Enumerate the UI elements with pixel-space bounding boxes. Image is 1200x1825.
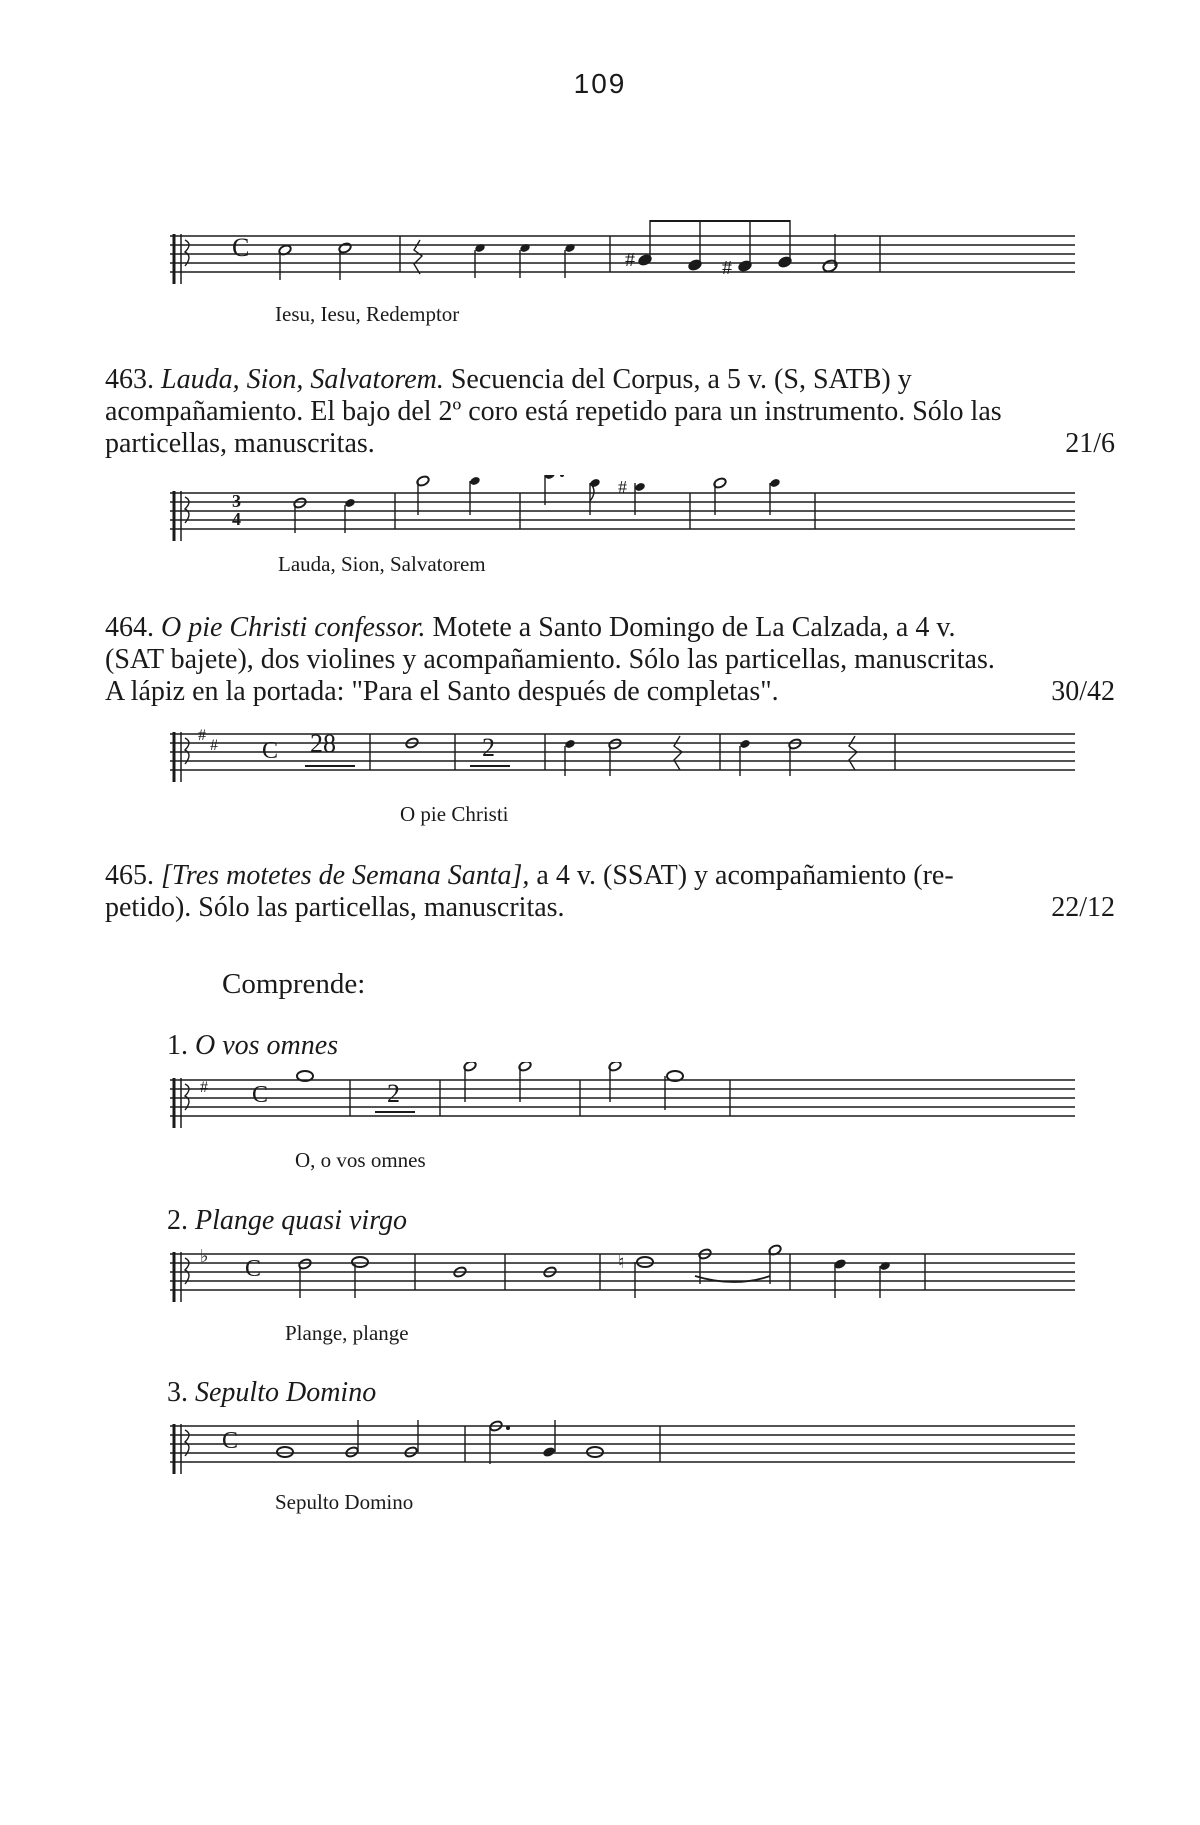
entry-line bbox=[105, 612, 1115, 644]
svg-text:3: 3 bbox=[232, 491, 241, 511]
svg-text:C: C bbox=[245, 1256, 262, 1282]
music-staff-o-vos-omnes bbox=[0, 1062, 1200, 1152]
svg-text:#: # bbox=[200, 1079, 208, 1096]
entry-line bbox=[105, 676, 1115, 708]
entry-number: 465. bbox=[105, 860, 154, 891]
incipit-text: Plange, plange bbox=[285, 1321, 409, 1345]
svg-text:#: # bbox=[625, 249, 635, 271]
catalog-entry-465 bbox=[105, 860, 1115, 924]
svg-text:#: # bbox=[198, 727, 206, 744]
svg-text:♭: ♭ bbox=[200, 1246, 209, 1266]
entry-line bbox=[105, 364, 1115, 396]
comprende-heading: Comprende: bbox=[222, 968, 366, 1000]
music-staff-plange bbox=[0, 1240, 1200, 1330]
entry-number: 463. bbox=[105, 364, 154, 395]
svg-text:♮: ♮ bbox=[618, 1252, 625, 1272]
sub-item-3 bbox=[167, 1377, 376, 1409]
entry-line bbox=[105, 892, 1115, 924]
entry-title: Lauda, Sion, Salvatorem. bbox=[161, 364, 444, 395]
entry-title: [Tres motetes de Semana Santa], bbox=[161, 860, 530, 891]
entry-description: A lápiz en la portada: "Para el Santo después de completas". bbox=[105, 676, 779, 707]
sub-item-title: Plange quasi virgo bbox=[195, 1205, 408, 1236]
page-number: 109 bbox=[573, 68, 627, 99]
svg-text:#: # bbox=[722, 257, 732, 279]
music-staff-iesu bbox=[0, 220, 1200, 330]
sub-item-2 bbox=[167, 1205, 407, 1237]
svg-text:C: C bbox=[232, 233, 250, 262]
entry-line bbox=[105, 428, 1115, 460]
entry-line: (SAT bajete), dos violines y acompañamiento. Sólo las particellas, manuscritas. bbox=[105, 644, 995, 675]
sub-item-title: Sepulto Domino bbox=[195, 1377, 377, 1408]
sub-item-title: O vos omnes bbox=[195, 1030, 339, 1061]
entry-number: 464. bbox=[105, 612, 154, 643]
svg-text:#: # bbox=[618, 477, 627, 497]
incipit-text: O, o vos omnes bbox=[295, 1148, 426, 1172]
incipit-text: O pie Christi bbox=[400, 802, 509, 826]
incipit-text: Iesu, Iesu, Redemptor bbox=[275, 302, 460, 326]
entry-line: acompañamiento. El bajo del 2º coro está repetido para un instrumento. Sólo las bbox=[105, 396, 1002, 427]
svg-text:C: C bbox=[262, 738, 279, 764]
entry-description: Secuencia del Corpus, a 5 v. (S, SATB) y bbox=[443, 364, 912, 395]
svg-text:C: C bbox=[222, 1428, 239, 1454]
entry-description: particellas, manuscritas. bbox=[105, 428, 375, 459]
sub-item-number: 2. bbox=[167, 1205, 188, 1236]
svg-text:C: C bbox=[252, 1082, 269, 1108]
svg-text:#: # bbox=[210, 737, 218, 754]
svg-text:28: 28 bbox=[310, 729, 336, 758]
svg-text:4: 4 bbox=[232, 509, 241, 529]
music-staff-463 bbox=[0, 475, 1200, 565]
music-staff-sepulto bbox=[0, 1412, 1200, 1502]
entry-title: O pie Christi confessor. bbox=[161, 612, 426, 643]
incipit-text: Sepulto Domino bbox=[275, 1490, 414, 1514]
catalog-reference: 22/12 bbox=[1051, 892, 1115, 923]
sub-item-number: 1. bbox=[167, 1030, 188, 1061]
entry-description: a 4 v. (SSAT) y acompañamiento (re- bbox=[529, 860, 954, 891]
incipit-text: Lauda, Sion, Salvatorem bbox=[278, 552, 486, 576]
catalog-reference: 21/6 bbox=[1065, 428, 1115, 459]
catalog-entry-463 bbox=[105, 364, 1115, 460]
entry-line bbox=[105, 860, 1115, 892]
sub-item-1 bbox=[167, 1030, 338, 1062]
entry-description: Motete a Santo Domingo de La Calzada, a 4 v. bbox=[425, 612, 956, 643]
entry-description: petido). Sólo las particellas, manuscritas. bbox=[105, 892, 565, 923]
catalog-reference: 30/42 bbox=[1051, 676, 1115, 707]
sub-item-number: 3. bbox=[167, 1377, 188, 1408]
svg-text:2: 2 bbox=[482, 733, 495, 762]
catalog-entry-464 bbox=[105, 612, 1115, 708]
music-staff-464 bbox=[0, 720, 1200, 810]
svg-text:2: 2 bbox=[387, 1079, 400, 1108]
